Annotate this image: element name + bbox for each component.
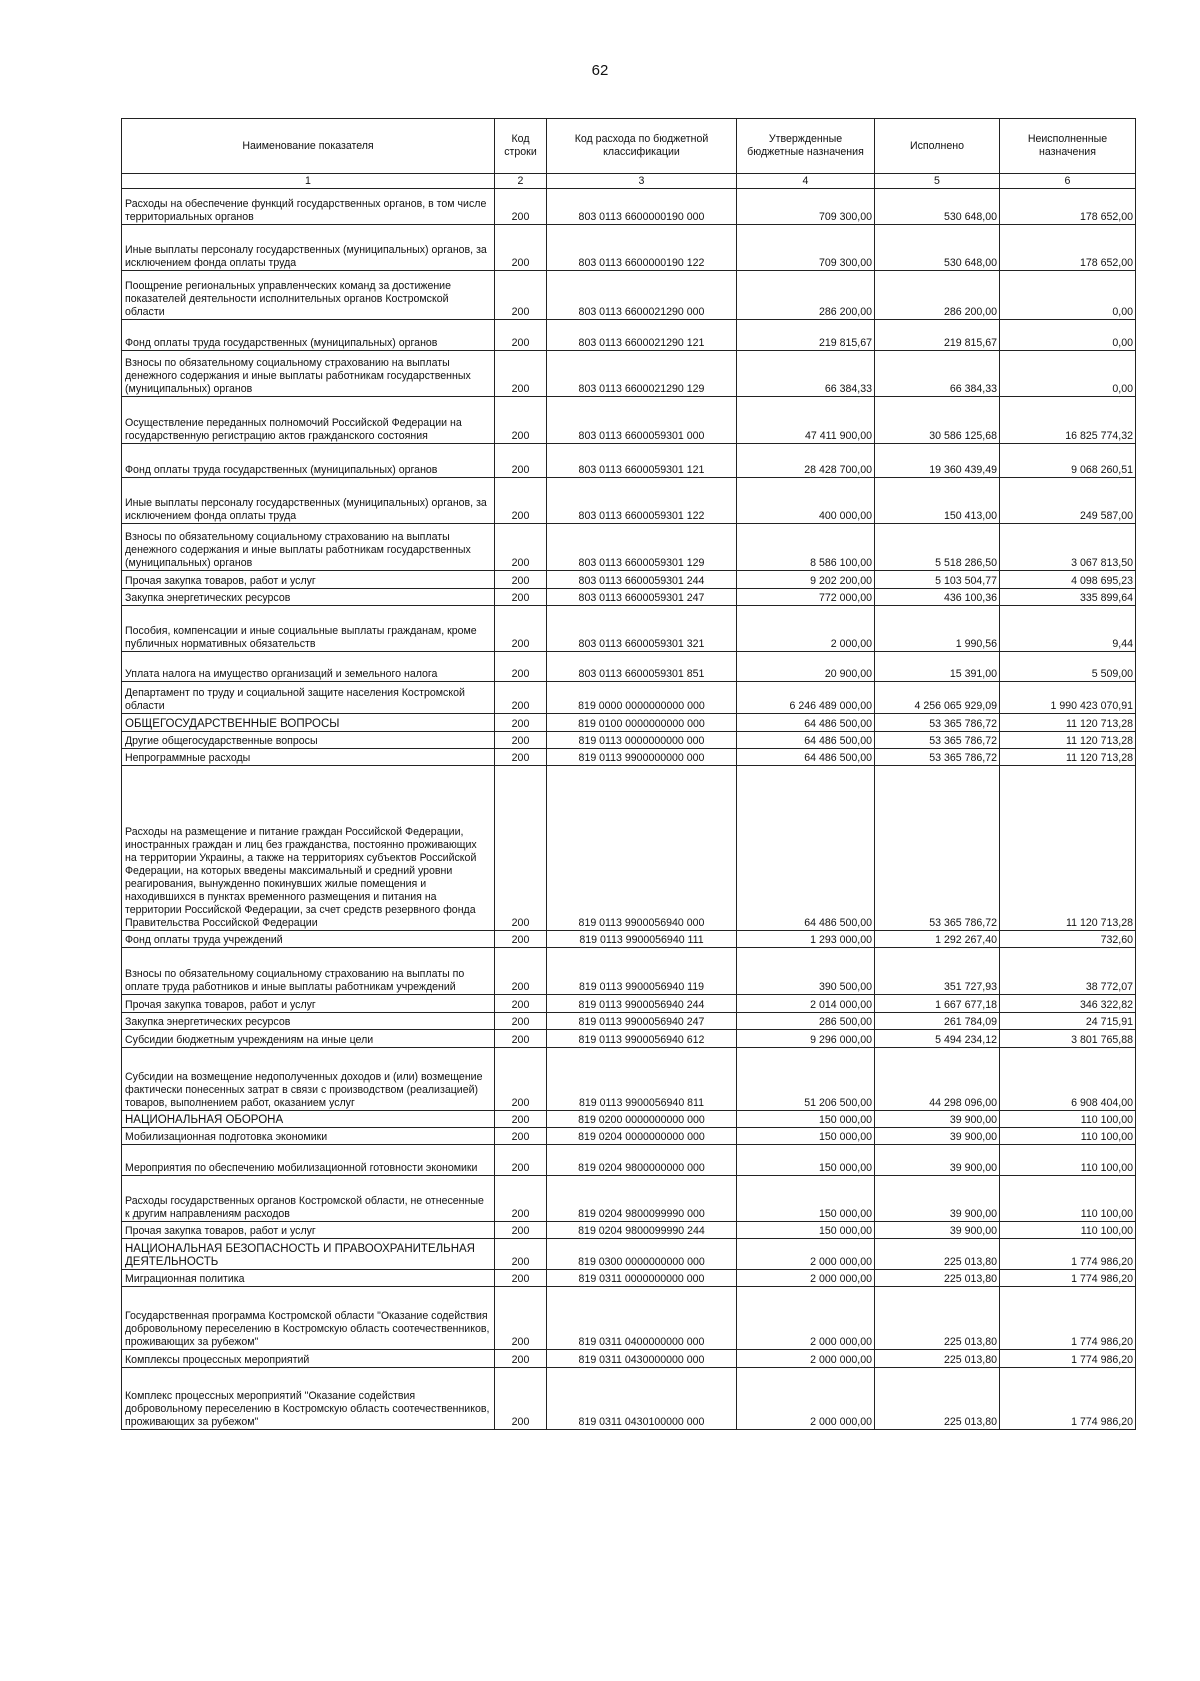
- row-line-code: 200: [495, 1111, 547, 1128]
- row-approved: 150 000,00: [737, 1128, 875, 1145]
- row-unexecuted: 110 100,00: [1000, 1145, 1136, 1176]
- row-unexecuted: 0,00: [1000, 271, 1136, 320]
- column-number: 2: [495, 174, 547, 189]
- row-unexecuted: 11 120 713,28: [1000, 766, 1136, 931]
- row-executed: 1 990,56: [875, 606, 1000, 652]
- table-row: [122, 766, 1136, 931]
- row-line-code: 200: [495, 1222, 547, 1239]
- row-approved: 2 000 000,00: [737, 1287, 875, 1350]
- row-line-code: 200: [495, 1048, 547, 1111]
- row-line-code: 200: [495, 714, 547, 732]
- row-unexecuted: 9,44: [1000, 606, 1136, 652]
- row-indicator-name: Комплекс процессных мероприятий "Оказание содействия добровольному переселению в Костромскую область соотечественников, проживающих за рубежом": [122, 1368, 495, 1430]
- row-executed: 66 384,33: [875, 351, 1000, 397]
- row-approved: 2 000,00: [737, 606, 875, 652]
- row-unexecuted: 3 067 813,50: [1000, 524, 1136, 571]
- row-approved: 390 500,00: [737, 948, 875, 995]
- header-line-code: Код строки: [495, 119, 547, 174]
- row-expense-code: 819 0113 9900056940 612: [547, 1030, 737, 1048]
- row-unexecuted: 0,00: [1000, 351, 1136, 397]
- table-row: [122, 1270, 1136, 1287]
- row-approved: 64 486 500,00: [737, 732, 875, 749]
- column-number: 1: [122, 174, 495, 189]
- row-line-code: 200: [495, 652, 547, 682]
- row-line-code: 200: [495, 1013, 547, 1030]
- row-indicator-name: Миграционная политика: [122, 1270, 495, 1287]
- row-unexecuted: 1 990 423 070,91: [1000, 682, 1136, 714]
- row-expense-code: 803 0113 6600059301 122: [547, 478, 737, 524]
- row-expense-code: 819 0000 0000000000 000: [547, 682, 737, 714]
- row-expense-code: 819 0100 0000000000 000: [547, 714, 737, 732]
- row-executed: 150 413,00: [875, 478, 1000, 524]
- row-indicator-name: Поощрение региональных управленческих команд за достижение показателей деятельности исполнительных органов Костромской области: [122, 271, 495, 320]
- row-executed: 39 900,00: [875, 1128, 1000, 1145]
- row-line-code: 200: [495, 1030, 547, 1048]
- row-expense-code: 803 0113 6600021290 000: [547, 271, 737, 320]
- row-executed: 5 518 286,50: [875, 524, 1000, 571]
- table-row: [122, 931, 1136, 948]
- row-approved: 772 000,00: [737, 589, 875, 606]
- row-line-code: 200: [495, 478, 547, 524]
- row-executed: 1 667 677,18: [875, 995, 1000, 1013]
- row-indicator-name: Субсидии бюджетным учреждениям на иные цели: [122, 1030, 495, 1048]
- row-expense-code: 819 0200 0000000000 000: [547, 1111, 737, 1128]
- row-indicator-name: Расходы на размещение и питание граждан Российской Федерации, иностранных граждан и лиц без гражданства, постоянно проживающих на территории Украины, а также на территориях субъектов Российской Федерации, на которых введены максимальный и средний уровни реагирования, вынужденно покинувших жилые помещения и находившихся в пунктах временного размещения и питания на территории Российской Федерации, за счет средств резервного фонда Правительства Российской Федерации: [122, 766, 495, 931]
- row-expense-code: 803 0113 6600059301 121: [547, 444, 737, 478]
- table-row: [122, 682, 1136, 714]
- row-unexecuted: 4 098 695,23: [1000, 571, 1136, 589]
- row-approved: 1 293 000,00: [737, 931, 875, 948]
- header-executed: Исполнено: [875, 119, 1000, 174]
- row-executed: 225 013,80: [875, 1368, 1000, 1430]
- row-approved: 20 900,00: [737, 652, 875, 682]
- table-row: [122, 1111, 1136, 1128]
- row-unexecuted: 335 899,64: [1000, 589, 1136, 606]
- row-expense-code: 819 0204 0000000000 000: [547, 1128, 737, 1145]
- row-line-code: 200: [495, 1239, 547, 1270]
- row-line-code: 200: [495, 1287, 547, 1350]
- row-expense-code: 819 0113 9900056940 119: [547, 948, 737, 995]
- column-number-row: [122, 174, 1136, 189]
- row-line-code: 200: [495, 589, 547, 606]
- row-line-code: 200: [495, 1368, 547, 1430]
- row-expense-code: 819 0113 9900056940 244: [547, 995, 737, 1013]
- row-indicator-name: Мобилизационная подготовка экономики: [122, 1128, 495, 1145]
- row-approved: 286 500,00: [737, 1013, 875, 1030]
- row-indicator-name: Другие общегосударственные вопросы: [122, 732, 495, 749]
- row-line-code: 200: [495, 749, 547, 766]
- row-executed: 39 900,00: [875, 1176, 1000, 1222]
- row-executed: 39 900,00: [875, 1111, 1000, 1128]
- table-row: [122, 948, 1136, 995]
- row-unexecuted: 11 120 713,28: [1000, 749, 1136, 766]
- row-expense-code: 819 0311 0430000000 000: [547, 1350, 737, 1368]
- row-indicator-name: Мероприятия по обеспечению мобилизационной готовности экономики: [122, 1145, 495, 1176]
- row-unexecuted: 1 774 986,20: [1000, 1350, 1136, 1368]
- row-executed: 53 365 786,72: [875, 714, 1000, 732]
- row-unexecuted: 110 100,00: [1000, 1222, 1136, 1239]
- row-expense-code: 803 0113 6600059301 851: [547, 652, 737, 682]
- row-expense-code: 803 0113 6600000190 122: [547, 225, 737, 271]
- row-line-code: 200: [495, 682, 547, 714]
- row-unexecuted: 346 322,82: [1000, 995, 1136, 1013]
- row-executed: 225 013,80: [875, 1239, 1000, 1270]
- row-approved: 286 200,00: [737, 271, 875, 320]
- table-row: [122, 320, 1136, 351]
- row-approved: 150 000,00: [737, 1222, 875, 1239]
- row-indicator-name: Фонд оплаты труда государственных (муниципальных) органов: [122, 444, 495, 478]
- row-executed: 219 815,67: [875, 320, 1000, 351]
- row-expense-code: 803 0113 6600059301 129: [547, 524, 737, 571]
- row-executed: 286 200,00: [875, 271, 1000, 320]
- row-unexecuted: 24 715,91: [1000, 1013, 1136, 1030]
- row-expense-code: 819 0113 9900056940 111: [547, 931, 737, 948]
- row-approved: 64 486 500,00: [737, 714, 875, 732]
- row-expense-code: 819 0113 9900056940 000: [547, 766, 737, 931]
- row-unexecuted: 1 774 986,20: [1000, 1239, 1136, 1270]
- row-line-code: 200: [495, 524, 547, 571]
- column-number: 3: [547, 174, 737, 189]
- row-executed: 1 292 267,40: [875, 931, 1000, 948]
- row-line-code: 200: [495, 571, 547, 589]
- table-row: [122, 1222, 1136, 1239]
- column-number: 6: [1000, 174, 1136, 189]
- table-row: [122, 1239, 1136, 1270]
- row-line-code: 200: [495, 271, 547, 320]
- row-approved: 51 206 500,00: [737, 1048, 875, 1111]
- row-line-code: 200: [495, 732, 547, 749]
- row-expense-code: 819 0300 0000000000 000: [547, 1239, 737, 1270]
- table-row: [122, 271, 1136, 320]
- row-line-code: 200: [495, 931, 547, 948]
- row-executed: 19 360 439,49: [875, 444, 1000, 478]
- header-expense-code: Код расхода по бюджетной классификации: [547, 119, 737, 174]
- row-expense-code: 819 0113 9900000000 000: [547, 749, 737, 766]
- row-expense-code: 819 0311 0430100000 000: [547, 1368, 737, 1430]
- table-row: [122, 444, 1136, 478]
- table-row: [122, 589, 1136, 606]
- row-line-code: 200: [495, 606, 547, 652]
- row-indicator-name: Комплексы процессных мероприятий: [122, 1350, 495, 1368]
- row-indicator-name: Уплата налога на имущество организаций и земельного налога: [122, 652, 495, 682]
- table-row: [122, 351, 1136, 397]
- row-line-code: 200: [495, 1145, 547, 1176]
- row-unexecuted: 178 652,00: [1000, 225, 1136, 271]
- header-approved: Утвержденные бюджетные назначения: [737, 119, 875, 174]
- row-line-code: 200: [495, 1176, 547, 1222]
- row-executed: 225 013,80: [875, 1287, 1000, 1350]
- row-line-code: 200: [495, 1350, 547, 1368]
- row-expense-code: 803 0113 6600021290 129: [547, 351, 737, 397]
- row-approved: 47 411 900,00: [737, 397, 875, 444]
- row-line-code: 200: [495, 995, 547, 1013]
- row-expense-code: 803 0113 6600059301 321: [547, 606, 737, 652]
- row-line-code: 200: [495, 189, 547, 225]
- row-approved: 64 486 500,00: [737, 749, 875, 766]
- row-unexecuted: 110 100,00: [1000, 1128, 1136, 1145]
- row-line-code: 200: [495, 1270, 547, 1287]
- row-executed: 5 494 234,12: [875, 1030, 1000, 1048]
- row-approved: 2 000 000,00: [737, 1368, 875, 1430]
- row-executed: 5 103 504,77: [875, 571, 1000, 589]
- row-indicator-name: Взносы по обязательному социальному страхованию на выплаты по оплате труда работников и иные выплаты работникам учреждений: [122, 948, 495, 995]
- row-indicator-name: Фонд оплаты труда учреждений: [122, 931, 495, 948]
- table-row: [122, 478, 1136, 524]
- row-expense-code: 819 0311 0400000000 000: [547, 1287, 737, 1350]
- row-indicator-name: Взносы по обязательному социальному страхованию на выплаты денежного содержания и иные выплаты работникам государственных (муниципальных) органов: [122, 524, 495, 571]
- row-executed: 39 900,00: [875, 1145, 1000, 1176]
- row-expense-code: 803 0113 6600021290 121: [547, 320, 737, 351]
- row-indicator-name: Фонд оплаты труда государственных (муниципальных) органов: [122, 320, 495, 351]
- row-indicator-name: НАЦИОНАЛЬНАЯ БЕЗОПАСНОСТЬ И ПРАВООХРАНИТЕЛЬНАЯ ДЕЯТЕЛЬНОСТЬ: [122, 1239, 495, 1270]
- row-executed: 530 648,00: [875, 189, 1000, 225]
- row-executed: 30 586 125,68: [875, 397, 1000, 444]
- row-unexecuted: 9 068 260,51: [1000, 444, 1136, 478]
- row-approved: 8 586 100,00: [737, 524, 875, 571]
- row-executed: 436 100,36: [875, 589, 1000, 606]
- row-indicator-name: Расходы на обеспечение функций государственных органов, в том числе территориальных органов: [122, 189, 495, 225]
- row-indicator-name: Расходы государственных органов Костромской области, не отнесенные к другим направлениям расходов: [122, 1176, 495, 1222]
- row-line-code: 200: [495, 320, 547, 351]
- row-indicator-name: Непрограммные расходы: [122, 749, 495, 766]
- row-approved: 9 296 000,00: [737, 1030, 875, 1048]
- header-indicator-name: Наименование показателя: [122, 119, 495, 174]
- table-row: [122, 1176, 1136, 1222]
- row-indicator-name: Прочая закупка товаров, работ и услуг: [122, 995, 495, 1013]
- row-indicator-name: Прочая закупка товаров, работ и услуг: [122, 1222, 495, 1239]
- row-approved: 64 486 500,00: [737, 766, 875, 931]
- page-number: 62: [591, 62, 609, 79]
- table-row: [122, 606, 1136, 652]
- row-unexecuted: 3 801 765,88: [1000, 1030, 1136, 1048]
- column-number: 5: [875, 174, 1000, 189]
- row-expense-code: 819 0113 0000000000 000: [547, 732, 737, 749]
- row-unexecuted: 38 772,07: [1000, 948, 1136, 995]
- table-row: [122, 1048, 1136, 1111]
- row-executed: 225 013,80: [875, 1350, 1000, 1368]
- row-expense-code: 819 0204 9800000000 000: [547, 1145, 737, 1176]
- row-expense-code: 819 0113 9900056940 811: [547, 1048, 737, 1111]
- row-expense-code: 819 0204 9800099990 244: [547, 1222, 737, 1239]
- row-approved: 2 000 000,00: [737, 1239, 875, 1270]
- table-row: [122, 189, 1136, 225]
- row-indicator-name: Государственная программа Костромской области "Оказание содействия добровольному переселению в Костромскую область соотечественников, проживающих за рубежом": [122, 1287, 495, 1350]
- row-indicator-name: ОБЩЕГОСУДАРСТВЕННЫЕ ВОПРОСЫ: [122, 714, 495, 732]
- row-indicator-name: Закупка энергетических ресурсов: [122, 1013, 495, 1030]
- row-approved: 400 000,00: [737, 478, 875, 524]
- table-row: [122, 397, 1136, 444]
- row-expense-code: 803 0113 6600059301 247: [547, 589, 737, 606]
- row-approved: 2 014 000,00: [737, 995, 875, 1013]
- row-unexecuted: 1 774 986,20: [1000, 1287, 1136, 1350]
- table-row: [122, 1287, 1136, 1350]
- row-executed: 53 365 786,72: [875, 766, 1000, 931]
- row-approved: 28 428 700,00: [737, 444, 875, 478]
- row-unexecuted: 178 652,00: [1000, 189, 1136, 225]
- table-row: [122, 749, 1136, 766]
- table-header-row: [122, 119, 1136, 174]
- row-expense-code: 803 0113 6600059301 000: [547, 397, 737, 444]
- row-approved: 219 815,67: [737, 320, 875, 351]
- row-indicator-name: Взносы по обязательному социальному страхованию на выплаты денежного содержания и иные выплаты работникам государственных (муниципальных) органов: [122, 351, 495, 397]
- row-unexecuted: 5 509,00: [1000, 652, 1136, 682]
- row-line-code: 200: [495, 225, 547, 271]
- table-row: [122, 1030, 1136, 1048]
- row-line-code: 200: [495, 1128, 547, 1145]
- row-indicator-name: Иные выплаты персоналу государственных (муниципальных) органов, за исключением фонда оплаты труда: [122, 225, 495, 271]
- row-unexecuted: 110 100,00: [1000, 1111, 1136, 1128]
- row-executed: 530 648,00: [875, 225, 1000, 271]
- row-line-code: 200: [495, 766, 547, 931]
- row-line-code: 200: [495, 397, 547, 444]
- table-row: [122, 571, 1136, 589]
- row-executed: 39 900,00: [875, 1222, 1000, 1239]
- row-indicator-name: Пособия, компенсации и иные социальные выплаты гражданам, кроме публичных нормативных обязательств: [122, 606, 495, 652]
- table-row: [122, 1128, 1136, 1145]
- row-unexecuted: 0,00: [1000, 320, 1136, 351]
- row-unexecuted: 1 774 986,20: [1000, 1270, 1136, 1287]
- row-unexecuted: 16 825 774,32: [1000, 397, 1136, 444]
- row-executed: 351 727,93: [875, 948, 1000, 995]
- row-expense-code: 819 0204 9800099990 000: [547, 1176, 737, 1222]
- header-unexecuted: Неисполненные назначения: [1000, 119, 1136, 174]
- row-executed: 44 298 096,00: [875, 1048, 1000, 1111]
- row-indicator-name: Закупка энергетических ресурсов: [122, 589, 495, 606]
- row-line-code: 200: [495, 444, 547, 478]
- row-executed: 15 391,00: [875, 652, 1000, 682]
- row-executed: 225 013,80: [875, 1270, 1000, 1287]
- row-indicator-name: Осуществление переданных полномочий Российской Федерации на государственную регистрацию актов гражданского состояния: [122, 397, 495, 444]
- row-unexecuted: 732,60: [1000, 931, 1136, 948]
- row-approved: 150 000,00: [737, 1145, 875, 1176]
- row-expense-code: 819 0113 9900056940 247: [547, 1013, 737, 1030]
- row-executed: 53 365 786,72: [875, 732, 1000, 749]
- table-row: [122, 524, 1136, 571]
- row-unexecuted: 6 908 404,00: [1000, 1048, 1136, 1111]
- row-indicator-name: НАЦИОНАЛЬНАЯ ОБОРОНА: [122, 1111, 495, 1128]
- row-executed: 53 365 786,72: [875, 749, 1000, 766]
- row-unexecuted: 1 774 986,20: [1000, 1368, 1136, 1430]
- row-approved: 709 300,00: [737, 225, 875, 271]
- row-indicator-name: Департамент по труду и социальной защите населения Костромской области: [122, 682, 495, 714]
- row-expense-code: 819 0311 0000000000 000: [547, 1270, 737, 1287]
- row-executed: 261 784,09: [875, 1013, 1000, 1030]
- row-line-code: 200: [495, 351, 547, 397]
- row-unexecuted: 11 120 713,28: [1000, 714, 1136, 732]
- row-approved: 66 384,33: [737, 351, 875, 397]
- row-line-code: 200: [495, 948, 547, 995]
- row-approved: 150 000,00: [737, 1111, 875, 1128]
- table-row: [122, 1350, 1136, 1368]
- row-unexecuted: 110 100,00: [1000, 1176, 1136, 1222]
- column-number: 4: [737, 174, 875, 189]
- row-indicator-name: Прочая закупка товаров, работ и услуг: [122, 571, 495, 589]
- table-row: [122, 652, 1136, 682]
- table-row: [122, 1013, 1136, 1030]
- row-executed: 4 256 065 929,09: [875, 682, 1000, 714]
- table-row: [122, 1145, 1136, 1176]
- row-approved: 9 202 200,00: [737, 571, 875, 589]
- row-approved: 2 000 000,00: [737, 1350, 875, 1368]
- row-approved: 709 300,00: [737, 189, 875, 225]
- row-unexecuted: 11 120 713,28: [1000, 732, 1136, 749]
- table-row: [122, 995, 1136, 1013]
- row-indicator-name: Иные выплаты персоналу государственных (муниципальных) органов, за исключением фонда оплаты труда: [122, 478, 495, 524]
- table-row: [122, 1368, 1136, 1430]
- row-approved: 150 000,00: [737, 1176, 875, 1222]
- row-approved: 6 246 489 000,00: [737, 682, 875, 714]
- row-expense-code: 803 0113 6600000190 000: [547, 189, 737, 225]
- row-approved: 2 000 000,00: [737, 1270, 875, 1287]
- table-row: [122, 732, 1136, 749]
- table-body: [122, 189, 1136, 1430]
- row-expense-code: 803 0113 6600059301 244: [547, 571, 737, 589]
- budget-execution-table: [121, 118, 1136, 1430]
- table-row: [122, 714, 1136, 732]
- table-row: [122, 225, 1136, 271]
- row-unexecuted: 249 587,00: [1000, 478, 1136, 524]
- row-indicator-name: Субсидии на возмещение недополученных доходов и (или) возмещение фактически понесенных затрат в связи с производством (реализацией) товаров, выполнением работ, оказанием услуг: [122, 1048, 495, 1111]
